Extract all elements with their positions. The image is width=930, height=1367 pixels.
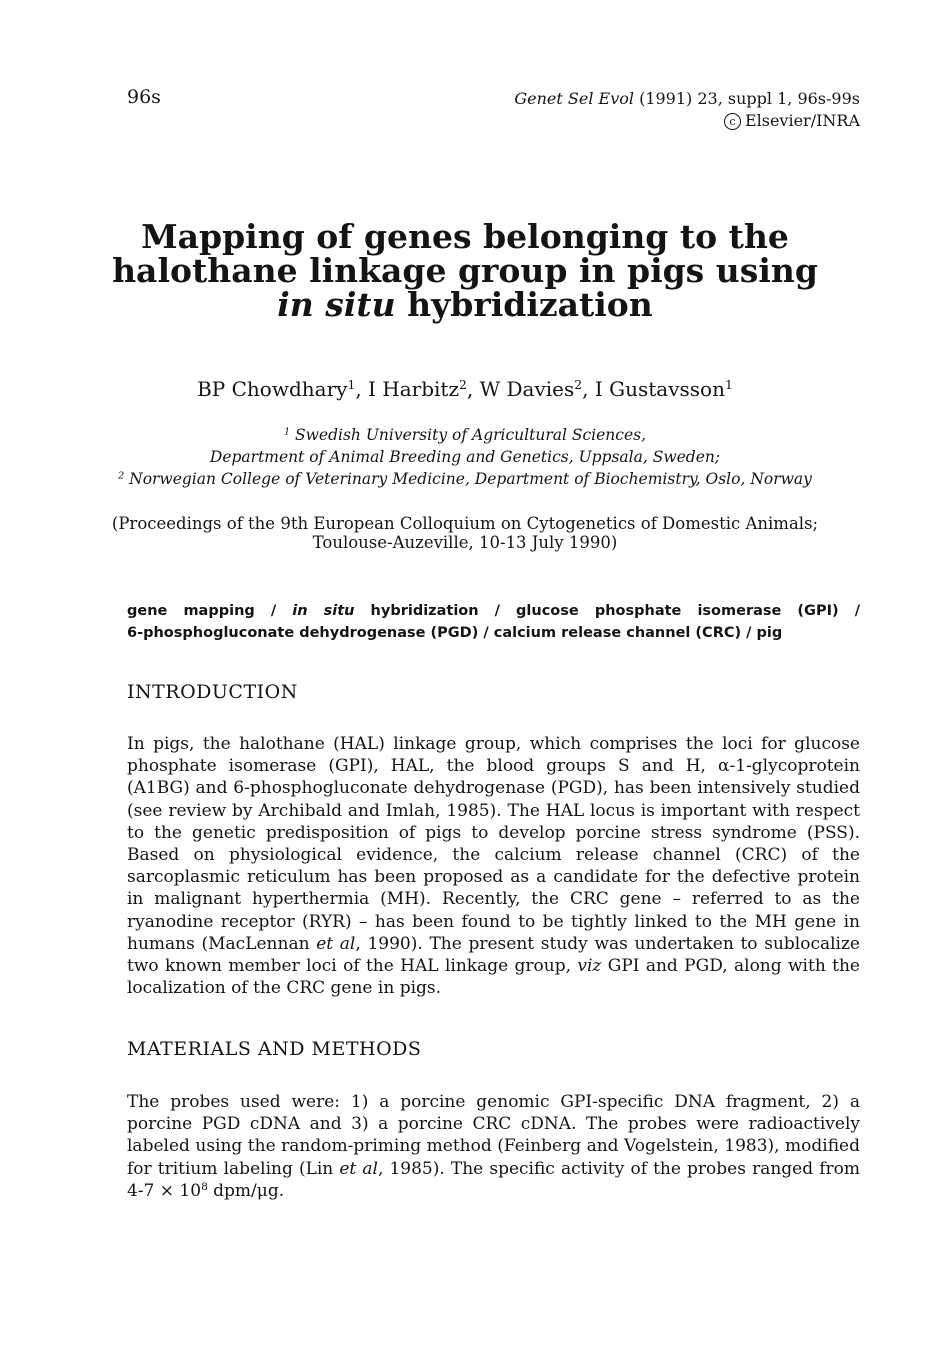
paper-title xyxy=(0,217,930,324)
section-heading-introduction: INTRODUCTION xyxy=(127,681,298,703)
author-name: BP Chowdhary xyxy=(197,377,348,401)
affiliation-mark: 2 xyxy=(118,470,125,482)
journal-citation xyxy=(514,88,860,132)
author-name: , I Harbitz xyxy=(355,377,459,401)
section-heading-materials-methods: MATERIALS AND METHODS xyxy=(127,1038,422,1060)
author-affiliation-mark: 2 xyxy=(574,377,583,393)
copyright-icon: c xyxy=(724,113,741,130)
paragraph-text: , 1985). The specific activity of the probes ranged from 4-7 × 10 xyxy=(127,1158,860,1201)
proceedings-note xyxy=(0,514,930,552)
title-line-3-rest: hybridization xyxy=(395,285,653,324)
italic-text: et al xyxy=(316,933,356,954)
introduction-paragraph xyxy=(127,733,860,999)
proceedings-line-1: (Proceedings of the 9th European Colloquium on Cytogenetics of Domestic Animals; xyxy=(111,514,819,533)
affiliation-2 xyxy=(0,468,930,490)
keyword-italic: in situ xyxy=(292,603,355,619)
materials-methods-paragraph xyxy=(127,1091,860,1202)
paragraph-text: GPI and PGD, along with the localization of the CRC gene in pigs. xyxy=(127,956,860,999)
author-affiliation-mark: 1 xyxy=(724,377,733,393)
title-line-3 xyxy=(0,285,930,324)
author-affiliation-mark: 1 xyxy=(347,377,356,393)
paragraph-text: The probes used were: 1) a porcine genomic GPI-specific DNA fragment, 2) a porcine PGD cDNA and 3) a porcine CRC cDNA. The probes were radioactively labeled using the random-priming method (Feinberg and Vogelstein, 1983), modified for tritium labeling (Lin xyxy=(127,1092,860,1179)
title-line-1: Mapping of genes belonging to the xyxy=(141,217,789,256)
keyword-text: hybridization / glucose phosphate isomerase (GPI) / xyxy=(354,603,860,619)
affiliations xyxy=(0,424,930,490)
affiliation-1-line-2: Department of Animal Breeding and Genetics, Uppsala, Sweden; xyxy=(209,448,721,466)
author-name: , I Gustavsson xyxy=(582,377,725,401)
author-affiliation-mark: 2 xyxy=(459,377,467,393)
italic-text: et al xyxy=(339,1158,378,1179)
title-italic-term: in situ xyxy=(277,285,396,324)
journal-reference-line xyxy=(514,88,860,110)
publisher: Elsevier/INRA xyxy=(744,111,860,130)
proceedings-line-2: Toulouse-Auzeville, 10-13 July 1990) xyxy=(312,533,618,552)
author-name: , W Davies xyxy=(466,377,575,401)
author-list xyxy=(0,377,930,401)
journal-volume-pages: (1991) 23, suppl 1, 96s-99s xyxy=(633,89,860,108)
page-number: 96s xyxy=(127,86,161,108)
italic-text: viz xyxy=(577,956,602,977)
journal-name: Genet Sel Evol xyxy=(514,89,634,108)
paragraph-text: , 1990). The present study was undertaken to sublocalize two known member loci of the HAL linkage group, xyxy=(127,933,860,977)
exponent: 8 xyxy=(201,1181,208,1194)
paragraph-text: In pigs, the halothane (HAL) linkage group, which comprises the loci for glucose phosphate isomerase (GPI), HAL, the blood groups S and H, α-1-glycoprotein (A1BG) and 6-phosphogluconate dehydrogenase (PGD), has been intensively studied (see review by Archibald and Imlah, 1985). The HAL locus is important with respect to the genetic predisposition of pigs to develop porcine stress syndrome (PSS). Based on physiological evidence, the calcium release channel (CRC) of the sarcoplasmic reticulum has been proposed as a candidate for the defective protein in malignant hyperthermia (MH). Recently, the CRC gene – referred to as the ryanodine receptor (RYR) – has been found to be tightly linked to the MH gene in humans (MacLennan xyxy=(127,734,860,954)
keyword-text: gene mapping / xyxy=(127,603,293,619)
title-line-2: halothane linkage group in pigs using xyxy=(112,251,818,290)
keywords xyxy=(127,600,860,644)
affiliation-text: Swedish University of Agricultural Sciences, xyxy=(290,426,646,444)
affiliation-1-line-1 xyxy=(0,424,930,446)
keywords-line-1 xyxy=(127,600,860,622)
affiliation-text: Norwegian College of Veterinary Medicine, Department of Biochemistry, Oslo, Norway xyxy=(124,470,812,488)
affiliation-mark: 1 xyxy=(284,426,291,438)
keywords-line-2: 6-phosphogluconate dehydrogenase (PGD) / calcium release channel (CRC) / pig xyxy=(127,625,783,641)
paragraph-text: dpm/μg. xyxy=(207,1180,285,1201)
copyright-line xyxy=(514,110,860,132)
